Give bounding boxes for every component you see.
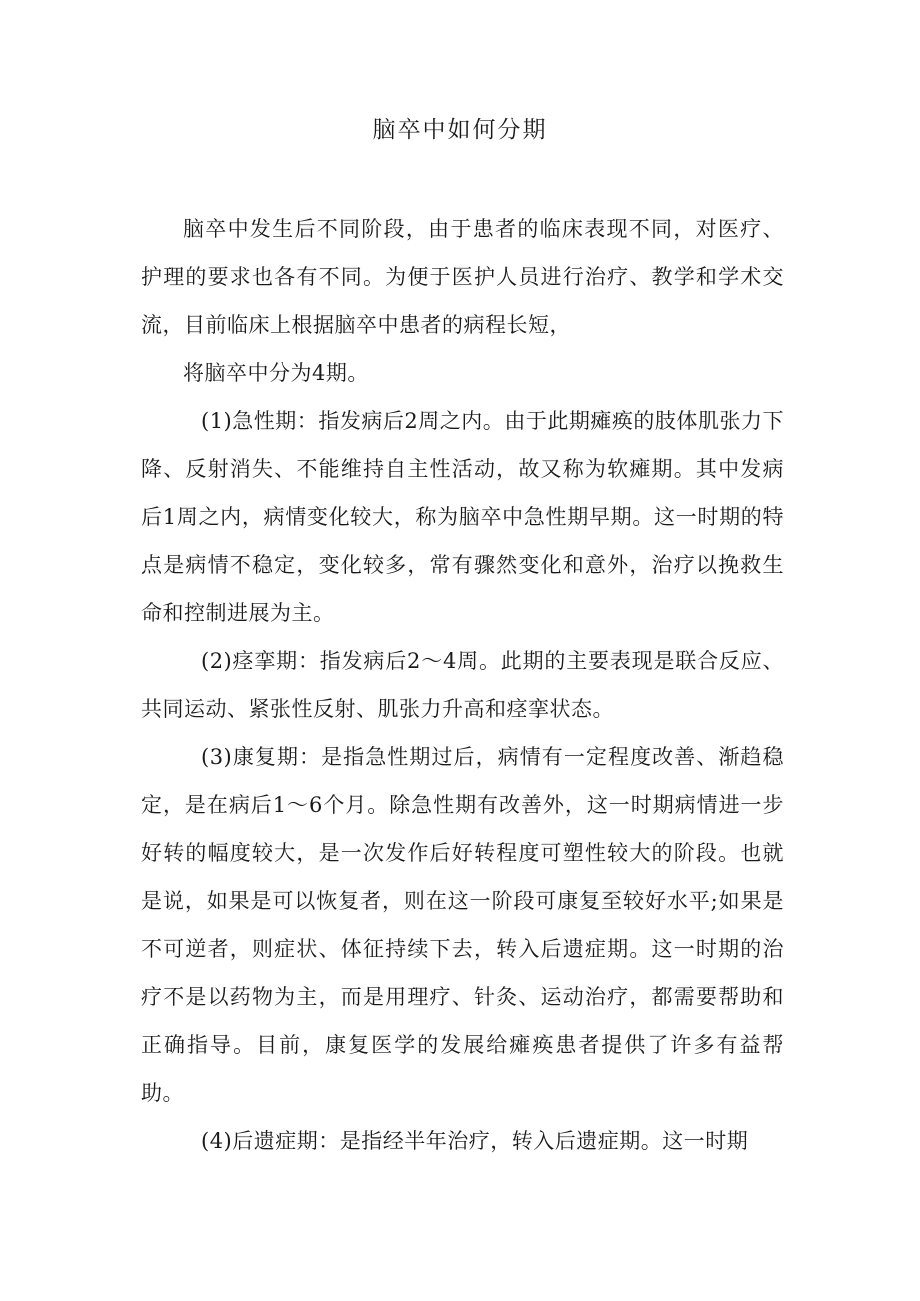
document-body [141, 205, 784, 1165]
paragraph-sequelae-stage: (4)后遗症期：是指经半年治疗，转入后遗症期。这一时期 [201, 1129, 749, 1153]
paragraph-stages-count: 将脑卒中分为4期。 [183, 361, 369, 385]
paragraph-intro: 脑卒中发生后不同阶段，由于患者的临床表现不同，对医疗、护理的要求也各有不同。为便于医护人员进行治疗、教学和学术交流，目前临床上根据脑卒中患者的病程长短， [141, 217, 784, 337]
document-title: 脑卒中如何分期 [372, 117, 548, 143]
paragraph-acute-stage: (1)急性期：指发病后2周之内。由于此期瘫痪的肢体肌张力下降、反射消失、不能维持自主性活动，故又称为软瘫期。其中发病后1周之内，病情变化较大，称为脑卒中急性期早期。这一时期的特点是病情不稳定，变化较多，常有骤然变化和意外，治疗以挽救生命和控制进展为主。 [141, 409, 784, 625]
paragraph-spastic-stage: (2)痉挛期：指发病后2～4周。此期的主要表现是联合反应、共同运动、紧张性反射、肌张力升高和痉挛状态。 [141, 649, 784, 721]
paragraph-recovery-stage: (3)康复期：是指急性期过后，病情有一定程度改善、渐趋稳定，是在病后1～6个月。除急性期有改善外，这一时期病情进一步好转的幅度较大，是一次发作后好转程度可塑性较大的阶段。也就是说，如果是可以恢复者，则在这一阶段可康复至较好水平;如果是不可逆者，则症状、体征持续下去，转入后遗症期。这一时期的治疗不是以药物为主，而是用理疗、针灸、运动治疗，都需要帮助和正确指导。目前，康复医学的发展给瘫痪患者提供了许多有益帮助。 [141, 745, 784, 1105]
